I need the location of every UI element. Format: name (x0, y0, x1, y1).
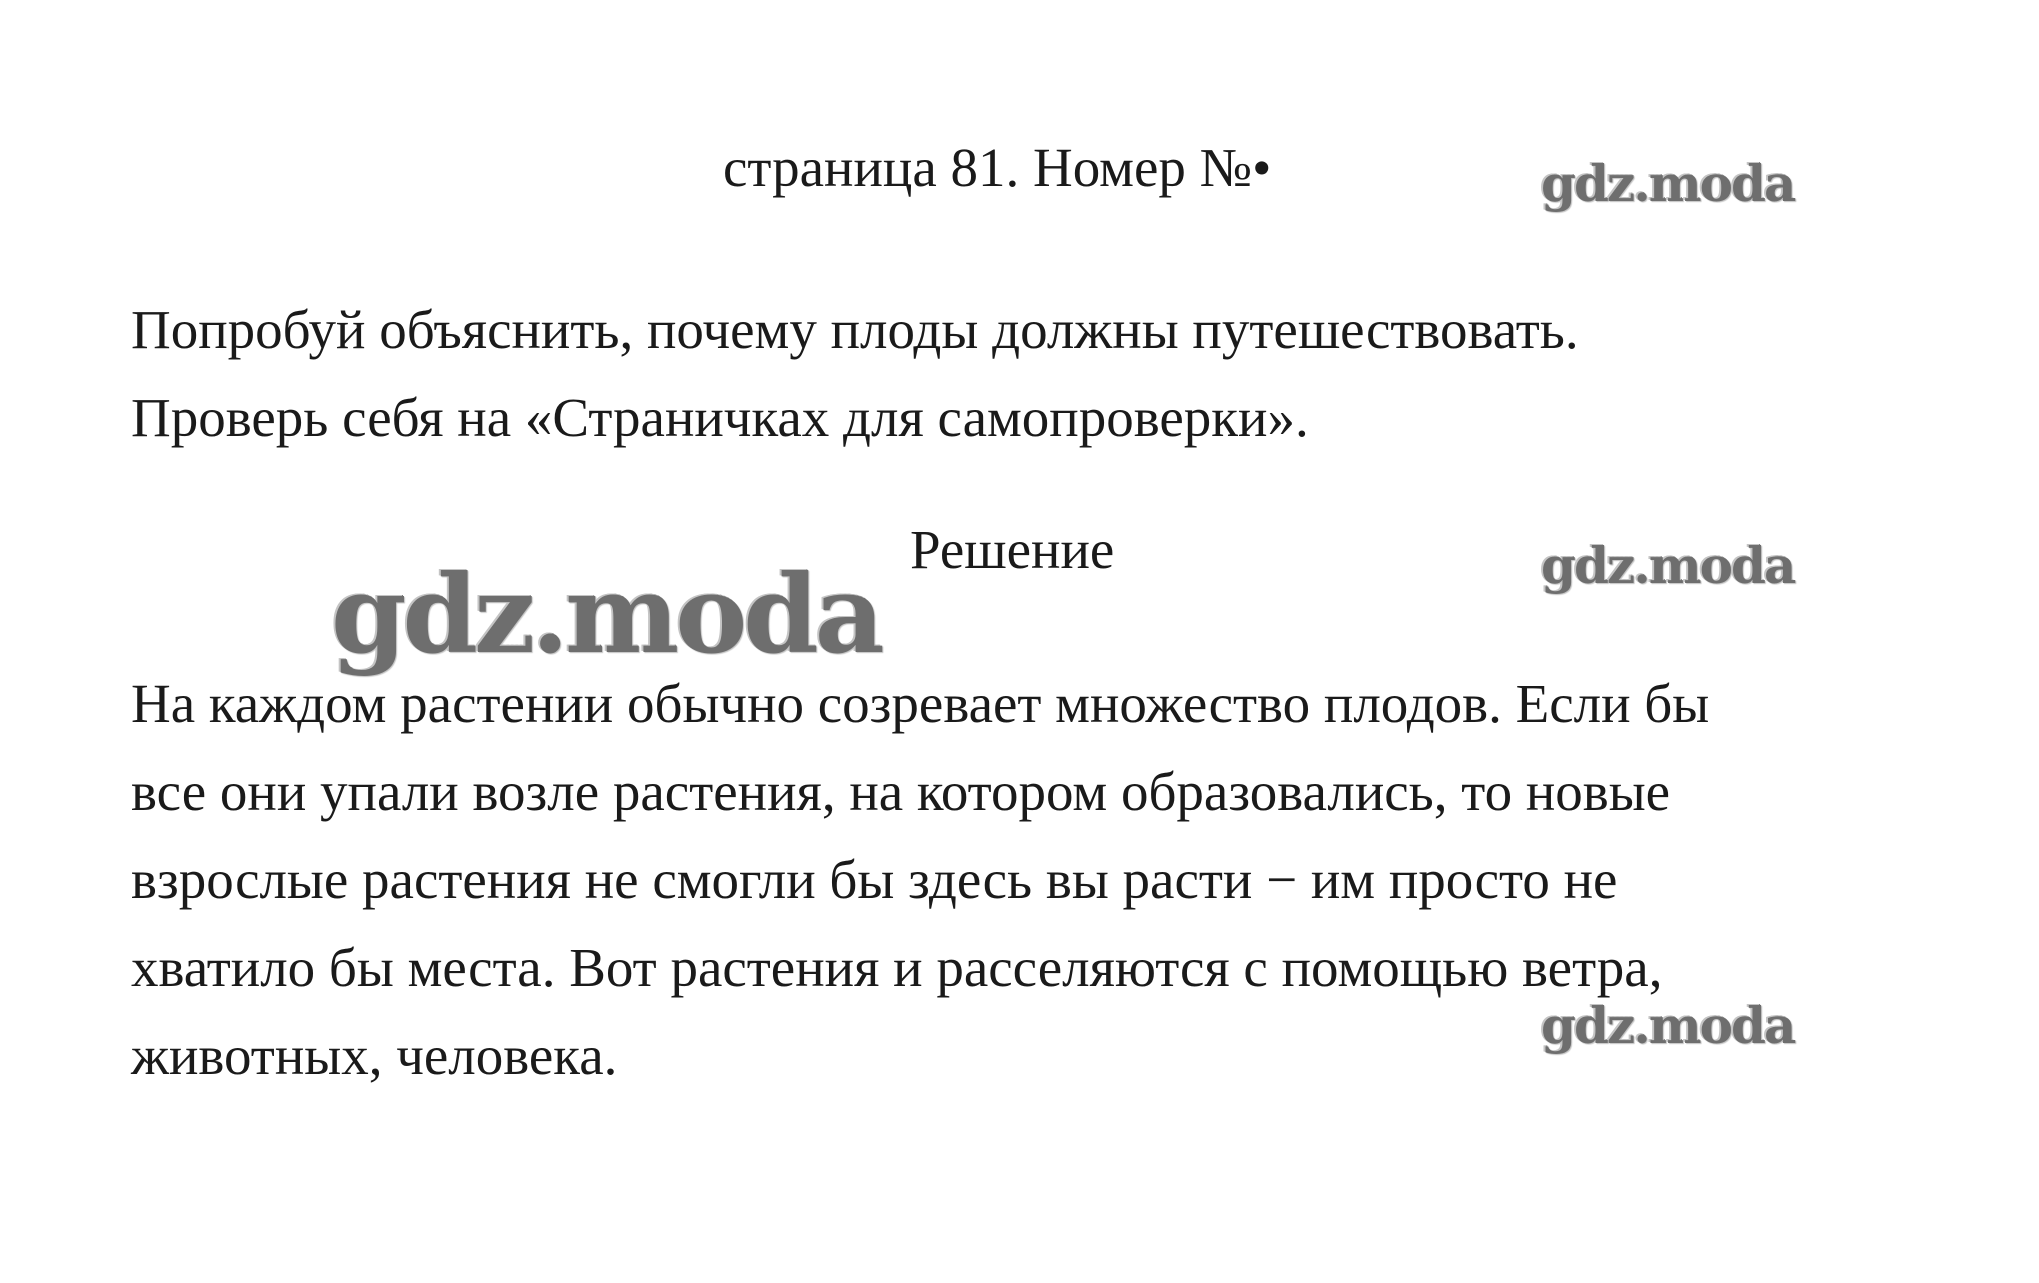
task-line: Попробуй объяснить, почему плоды должны путешествовать. (131, 299, 1579, 360)
watermark-logo: gdz.moda (1540, 153, 1794, 212)
solution-line: хватило бы места. Вот растения и расселяются с помощью ветра, (131, 937, 1663, 998)
solution-line: все они упали возле растения, на котором образовались, то новые (131, 761, 1671, 822)
task-text (131, 286, 1831, 462)
solution-line: животных, человека. (131, 1025, 618, 1086)
task-line: Проверь себя на «Страничках для самопроверки». (131, 387, 1309, 448)
solution-line: взрослые растения не смогли бы здесь вы расти − им просто не (131, 849, 1618, 910)
solution-line: На каждом растении обычно созревает множество плодов. Если бы (131, 673, 1710, 734)
page-title: страница 81. Номер №• (723, 137, 1272, 198)
watermark-logo-large: gdz.moda (330, 551, 880, 677)
solution-heading: Решение (910, 519, 1115, 580)
watermark-logo: gdz.moda (1540, 995, 1794, 1054)
watermark-logo: gdz.moda (1540, 535, 1794, 594)
